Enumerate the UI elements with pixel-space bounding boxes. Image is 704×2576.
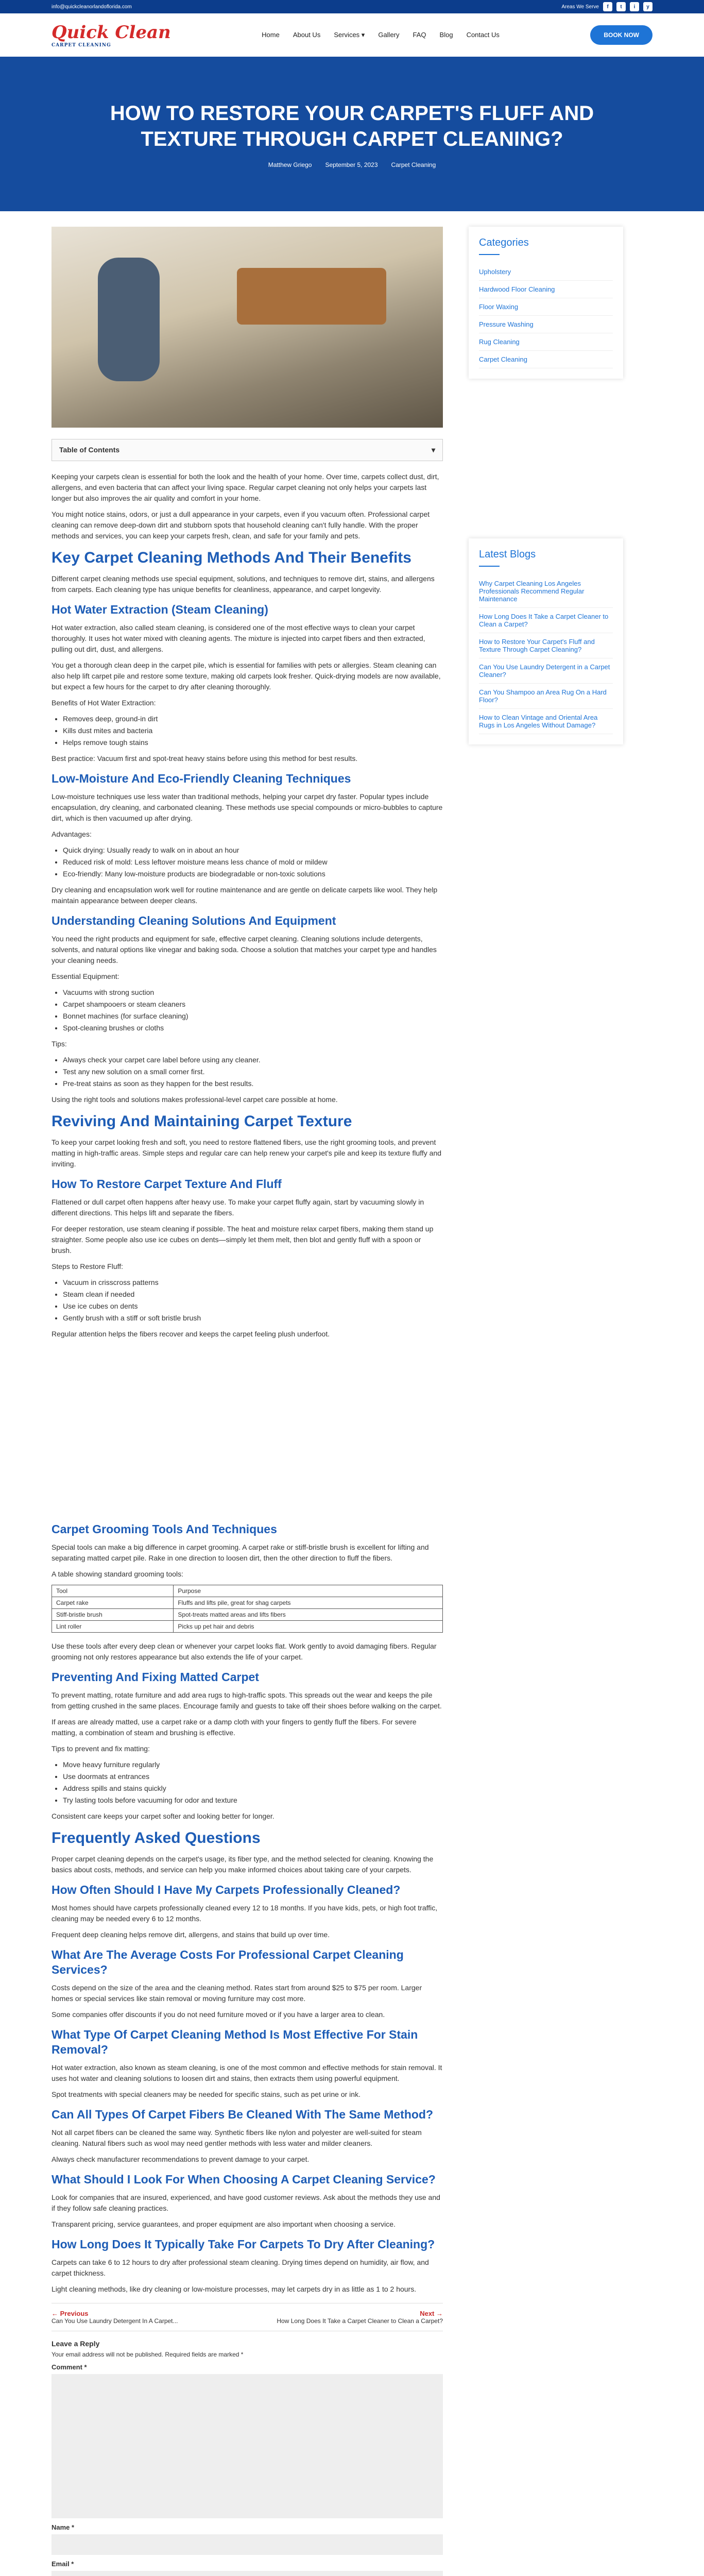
paragraph: Carpets can take 6 to 12 hours to dry after professional steam cleaning. Drying times depend on humidity, air flow, and carpet thickness. bbox=[51, 2258, 429, 2277]
paragraph: For deeper restoration, use steam cleaning if possible. The heat and moisture relax carpet fibers, making them stand up straighter. Some people also use ice cubes on dents—simply let them melt, then blot and gently fluff with a spoon or brush. bbox=[51, 1225, 434, 1255]
post-navigation bbox=[51, 2303, 443, 2331]
blog-link[interactable]: Can You Use Laundry Detergent in a Carpet Cleaner? bbox=[479, 658, 613, 684]
paragraph: Some companies offer discounts if you do not need furniture moved or if you have a larger area to clean. bbox=[51, 2010, 385, 2019]
list-item: • Move heavy furniture regularly bbox=[63, 1759, 443, 1770]
list-item: • Reduced risk of mold: Less leftover moisture means less chance of mold or mildew bbox=[63, 857, 443, 868]
subheading: Preventing And Fixing Matted Carpet bbox=[51, 1670, 259, 1684]
paragraph: Frequent deep cleaning helps remove dirt, allergens, and stains that build up over time. bbox=[51, 1930, 330, 1939]
list bbox=[63, 987, 443, 1033]
areas-link[interactable]: Areas We Serve bbox=[561, 4, 599, 10]
featured-image bbox=[51, 227, 443, 428]
list-item: • Test any new solution on a small corner first. bbox=[63, 1066, 443, 1077]
list-item: • Steam clean if needed bbox=[63, 1289, 443, 1300]
youtube-icon[interactable]: y bbox=[643, 2, 653, 11]
paragraph: Tips: bbox=[51, 1040, 67, 1048]
paragraph: You might notice stains, odors, or just a dull appearance in your carpets, even if you vacuum often. Professional carpet cleaning can remove deep-down dirt and stubborn spots that household cleaning can't fully handle. With the proper methods and services, you can keep your carpets fresh, clean, and safe for your family and pets. bbox=[51, 510, 430, 540]
category-link[interactable]: Pressure Washing bbox=[479, 316, 613, 333]
list-item: • Carpet shampooers or steam cleaners bbox=[63, 999, 443, 1010]
category-link[interactable]: Floor Waxing bbox=[479, 298, 613, 316]
video-placeholder bbox=[51, 1345, 443, 1515]
list-item: • Use ice cubes on dents bbox=[63, 1301, 443, 1312]
section-heading: Reviving And Maintaining Carpet Texture bbox=[51, 1113, 352, 1130]
paragraph: Proper carpet cleaning depends on the carpet's usage, its fiber type, and the method selected for cleaning. Knowing the basics about costs, methods, and service can help you make informed choices about taking care of your carpets. bbox=[51, 1855, 434, 1874]
subheading: How To Restore Carpet Texture And Fluff bbox=[51, 1177, 282, 1191]
paragraph: Advantages: bbox=[51, 830, 92, 838]
paragraph: Consistent care keeps your carpet softer and looking better for longer. bbox=[51, 1812, 274, 1820]
list-item: • Pre-treat stains as soon as they happen for the best results. bbox=[63, 1078, 443, 1089]
book-now-button[interactable]: BOOK NOW bbox=[590, 25, 653, 45]
list bbox=[63, 845, 443, 879]
paragraph: Steps to Restore Fluff: bbox=[51, 1262, 124, 1270]
post-date: September 5, 2023 bbox=[325, 161, 378, 168]
list-item: • Removes deep, ground-in dirt bbox=[63, 714, 443, 724]
section-heading: Frequently Asked Questions bbox=[51, 1829, 261, 1846]
category-link[interactable]: Upholstery bbox=[479, 263, 613, 281]
section-heading: Key Carpet Cleaning Methods And Their Benefits bbox=[51, 549, 411, 566]
paragraph: Essential Equipment: bbox=[51, 972, 119, 980]
post-author[interactable]: Matthew Griego bbox=[268, 161, 312, 168]
email-input[interactable] bbox=[51, 2571, 443, 2576]
paragraph: Most homes should have carpets professionally cleaned every 12 to 18 months. If you have kids, pets, or high foot traffic, cleaning may be needed every 6 to 12 months. bbox=[51, 1904, 438, 1923]
nav-services[interactable]: Services ▾ bbox=[334, 31, 365, 39]
top-bar bbox=[0, 0, 704, 13]
list-item: • Helps remove tough stains bbox=[63, 737, 443, 748]
faq-question: What Should I Look For When Choosing A Carpet Cleaning Service? bbox=[51, 2173, 436, 2186]
blog-link[interactable]: How to Restore Your Carpet's Fluff and Texture Through Carpet Cleaning? bbox=[479, 633, 613, 658]
paragraph: Using the right tools and solutions makes professional-level carpet care possible at home. bbox=[51, 1095, 338, 1104]
instagram-icon[interactable]: i bbox=[630, 2, 639, 11]
email-label: Email * bbox=[51, 2560, 74, 2568]
list-item: • Vacuums with strong suction bbox=[63, 987, 443, 998]
list bbox=[63, 1277, 443, 1324]
category-link[interactable]: Rug Cleaning bbox=[479, 333, 613, 351]
name-label: Name * bbox=[51, 2523, 75, 2531]
article bbox=[51, 227, 443, 2576]
paragraph: If areas are already matted, use a carpet rake or a damp cloth with your fingers to gently fluff the fibers. For severe matting, a combination of steam and brushing is effective. bbox=[51, 1718, 417, 1737]
latest-blogs-widget bbox=[469, 538, 623, 744]
paragraph: A table showing standard grooming tools: bbox=[51, 1570, 184, 1578]
table-row: Lint roller Picks up pet hair and debris bbox=[52, 1621, 443, 1633]
facebook-icon[interactable]: f bbox=[603, 2, 612, 11]
paragraph: Look for companies that are insured, experienced, and have good customer reviews. Ask about the methods they use and if they follow safe cleaning practices. bbox=[51, 2193, 440, 2212]
list-item: • Always check your carpet care label before using any cleaner. bbox=[63, 1055, 443, 1065]
table-header: Tool bbox=[52, 1585, 174, 1597]
paragraph: Flattened or dull carpet often happens after heavy use. To make your carpet fluffy again, start by vacuuming slowly in different directions. This helps lift and separate the fibers. bbox=[51, 1198, 424, 1217]
comment-form bbox=[51, 2340, 443, 2576]
paragraph: Low-moisture techniques use less water than traditional methods, helping your carpet dry faster. Popular types include encapsulation, dry cleaning, and carbonated cleaning. These methods use special compounds or micro-bubbles to capture dirt, which is then vacuumed up after drying. bbox=[51, 792, 443, 822]
twitter-icon[interactable]: t bbox=[616, 2, 626, 11]
table-row: Carpet rake Fluffs and lifts pile, great for shag carpets bbox=[52, 1597, 443, 1609]
faq-question: How Long Does It Typically Take For Carpets To Dry After Cleaning? bbox=[51, 2238, 435, 2251]
chevron-down-icon[interactable]: ▾ bbox=[431, 446, 435, 454]
list-item: • Try lasting tools before vacuuming for odor and texture bbox=[63, 1795, 443, 1806]
paragraph: Best practice: Vacuum first and spot-treat heavy stains before using this method for best results. bbox=[51, 754, 358, 762]
table-of-contents[interactable]: Table of Contents ▾ bbox=[51, 439, 443, 461]
email-link[interactable]: info@quickcleanorlandoflorida.com bbox=[51, 4, 132, 10]
faq-question: What Are The Average Costs For Professional Carpet Cleaning Services? bbox=[51, 1948, 404, 1976]
category-link[interactable]: Carpet Cleaning bbox=[479, 351, 613, 368]
list bbox=[63, 1759, 443, 1806]
name-input[interactable] bbox=[51, 2534, 443, 2555]
faq-question: How Often Should I Have My Carpets Professionally Cleaned? bbox=[51, 1883, 401, 1896]
paragraph: Benefits of Hot Water Extraction: bbox=[51, 699, 156, 707]
subheading: Low-Moisture And Eco-Friendly Cleaning Techniques bbox=[51, 772, 351, 785]
paragraph: Tips to prevent and fix matting: bbox=[51, 1744, 150, 1753]
category-link[interactable]: Hardwood Floor Cleaning bbox=[479, 281, 613, 298]
blog-link[interactable]: How Long Does It Take a Carpet Cleaner to Clean a Carpet? bbox=[479, 608, 613, 633]
comment-textarea[interactable] bbox=[51, 2374, 443, 2518]
subheading: Hot Water Extraction (Steam Cleaning) bbox=[51, 603, 268, 616]
blog-link[interactable]: How to Clean Vintage and Oriental Area Rugs in Los Angeles Without Damage? bbox=[479, 709, 613, 734]
list-item: • Use doormats at entrances bbox=[63, 1771, 443, 1782]
paragraph: Hot water extraction, also known as steam cleaning, is one of the most common and effective methods for stain removal. It uses hot water and cleaning solutions to loosen dirt and stains, then extracts them using powerful equipment. bbox=[51, 2063, 442, 2082]
faq-question: Can All Types Of Carpet Fibers Be Cleaned With The Same Method? bbox=[51, 2108, 434, 2121]
widget-title: Latest Blogs bbox=[479, 549, 536, 560]
table-row: Stiff-bristle brush Spot-treats matted areas and lifts fibers bbox=[52, 1609, 443, 1621]
list-item: • Quick drying: Usually ready to walk on in about an hour bbox=[63, 845, 443, 856]
paragraph: Special tools can make a big difference in carpet grooming. A carpet rake or stiff-bristle brush is excellent for lifting and separating matted carpet pile. Rake in one direction to loosen dirt, then the other direction to fluff the fibers. bbox=[51, 1543, 429, 1562]
paragraph: You get a thorough clean deep in the carpet pile, which is essential for families with pets or allergies. Steam cleaning can also help lift carpet pile and restore some texture, making old carpets look fresher. Quick-drying models are now available, but expect a few hours for the carpet to dry after cleaning thoroughly. bbox=[51, 661, 441, 691]
paragraph: Keeping your carpets clean is essential for both the look and the health of your home. Over time, carpets collect dust, dirt, allergens, and even bacteria that can affect your living space. Regular carpet cleaning not only helps your carpets last longer but also improves the air quality and comfort in your home. bbox=[51, 472, 439, 502]
list-item: • Bonnet machines (for surface cleaning) bbox=[63, 1011, 443, 1022]
nav-about[interactable]: About Us bbox=[293, 31, 321, 39]
faq-question: What Type Of Carpet Cleaning Method Is Most Effective For Stain Removal? bbox=[51, 2028, 418, 2056]
table-header: Purpose bbox=[174, 1585, 443, 1597]
blog-link[interactable]: Can You Shampoo an Area Rug On a Hard Floor? bbox=[479, 684, 613, 709]
page-title: HOW TO RESTORE YOUR CARPET'S FLUFF AND TEXTURE THROUGH CARPET CLEANING? bbox=[110, 102, 594, 150]
nav-contact[interactable]: Contact Us bbox=[466, 31, 500, 39]
subheading: Understanding Cleaning Solutions And Equipment bbox=[51, 914, 336, 927]
subheading: Carpet Grooming Tools And Techniques bbox=[51, 1522, 277, 1536]
next-post-link[interactable]: Next → How Long Does It Take a Carpet Cleaner to Clean a Carpet? bbox=[277, 2310, 443, 2325]
paragraph: Costs depend on the size of the area and the cleaning method. Rates start from around $25 to $75 per room. Larger homes or special services like stain removal or moving furniture may cost more. bbox=[51, 1984, 422, 2003]
paragraph: Light cleaning methods, like dry cleaning or low-moisture processes, may let carpets dry in as little as 1 to 2 hours. bbox=[51, 2285, 417, 2293]
paragraph: Spot treatments with special cleaners may be needed for specific stains, such as pet urine or ink. bbox=[51, 2090, 360, 2098]
form-title: Leave a Reply bbox=[51, 2340, 100, 2348]
nav-blog[interactable]: Blog bbox=[439, 31, 453, 39]
paragraph: Different carpet cleaning methods use special equipment, solutions, and techniques to remove dirt, stains, and allergens from carpets. Each cleaning type has unique benefits for cleanliness, appearance, and carpet longevity. bbox=[51, 574, 435, 594]
paragraph: To keep your carpet looking fresh and soft, you need to restore flattened fibers, use the right grooming tools, and prevent matting in high-traffic areas. Simple steps and regular care can help renew your carpet's pile and keep its texture fluffy and inviting. bbox=[51, 1138, 442, 1168]
list bbox=[63, 1055, 443, 1089]
sidebar bbox=[469, 227, 623, 2576]
blog-link[interactable]: Why Carpet Cleaning Los Angeles Professionals Recommend Regular Maintenance bbox=[479, 575, 613, 608]
logo[interactable]: Quick Clean CARPET CLEANING bbox=[51, 22, 171, 48]
list-item: • Gently brush with a stiff or soft bristle brush bbox=[63, 1313, 443, 1324]
paragraph: Dry cleaning and encapsulation work well for routine maintenance and are gentle on delicate carpets like wool. They help maintain appearance between deeper cleans. bbox=[51, 886, 438, 905]
nav-gallery[interactable]: Gallery bbox=[378, 31, 400, 39]
paragraph: Always check manufacturer recommendations to prevent damage to your carpet. bbox=[51, 2155, 310, 2163]
site-header bbox=[0, 13, 704, 57]
paragraph: Not all carpet fibers can be cleaned the same way. Synthetic fibers like nylon and polyester are well-suited for steam cleaning. Natural fibers such as wool may need gentler methods with less water and milder cleaners. bbox=[51, 2128, 422, 2147]
post-category[interactable]: Carpet Cleaning bbox=[391, 161, 436, 168]
paragraph: Regular attention helps the fibers recover and keeps the carpet feeling plush underfoot. bbox=[51, 1330, 330, 1338]
list-item: • Vacuum in crisscross patterns bbox=[63, 1277, 443, 1288]
comment-label: Comment * bbox=[51, 2363, 87, 2371]
paragraph: Transparent pricing, service guarantees, and proper equipment are also important when choosing a service. bbox=[51, 2220, 396, 2228]
list-item: • Kills dust mites and bacteria bbox=[63, 725, 443, 736]
nav-faq[interactable]: FAQ bbox=[413, 31, 426, 39]
paragraph: You need the right products and equipment for safe, effective carpet cleaning. Cleaning solutions include detergents, solvents, and natural options like vinegar and baking soda. Choose a solution that matches your carpet type and handles your cleaning needs. bbox=[51, 935, 437, 964]
prev-post-link[interactable]: ← Previous Can You Use Laundry Detergent In A Carpet... bbox=[51, 2310, 178, 2325]
paragraph: To prevent matting, rotate furniture and add area rugs to high-traffic spots. This spreads out the wear and keeps the pile from getting crushed in the same places. Encourage family and guests to take off their shoes before walking on the carpet. bbox=[51, 1691, 442, 1710]
list-item: • Spot-cleaning brushes or cloths bbox=[63, 1023, 443, 1033]
grooming-tools-table bbox=[51, 1585, 443, 1633]
form-note: Your email address will not be published. Required fields are marked * bbox=[51, 2351, 244, 2358]
list-item: • Address spills and stains quickly bbox=[63, 1783, 443, 1794]
list bbox=[63, 714, 443, 748]
categories-widget bbox=[469, 227, 623, 379]
list-item: • Eco-friendly: Many low-moisture products are biodegradable or non-toxic solutions bbox=[63, 869, 443, 879]
paragraph: Hot water extraction, also called steam cleaning, is considered one of the most effective ways to clean your carpet thoroughly. It uses hot water mixed with cleaning agents. The mixture is injected into carpet fibers and then extracted, pulling out dirt, dust, and allergens. bbox=[51, 623, 425, 653]
hero-banner bbox=[0, 57, 704, 211]
paragraph: Use these tools after every deep clean or whenever your carpet looks flat. Work gently to avoid damaging fibers. Regular grooming not only restores appearance but also extends the life of your carpet. bbox=[51, 1642, 437, 1661]
main-nav bbox=[262, 31, 500, 39]
nav-home[interactable]: Home bbox=[262, 31, 280, 39]
widget-title: Categories bbox=[479, 237, 529, 248]
